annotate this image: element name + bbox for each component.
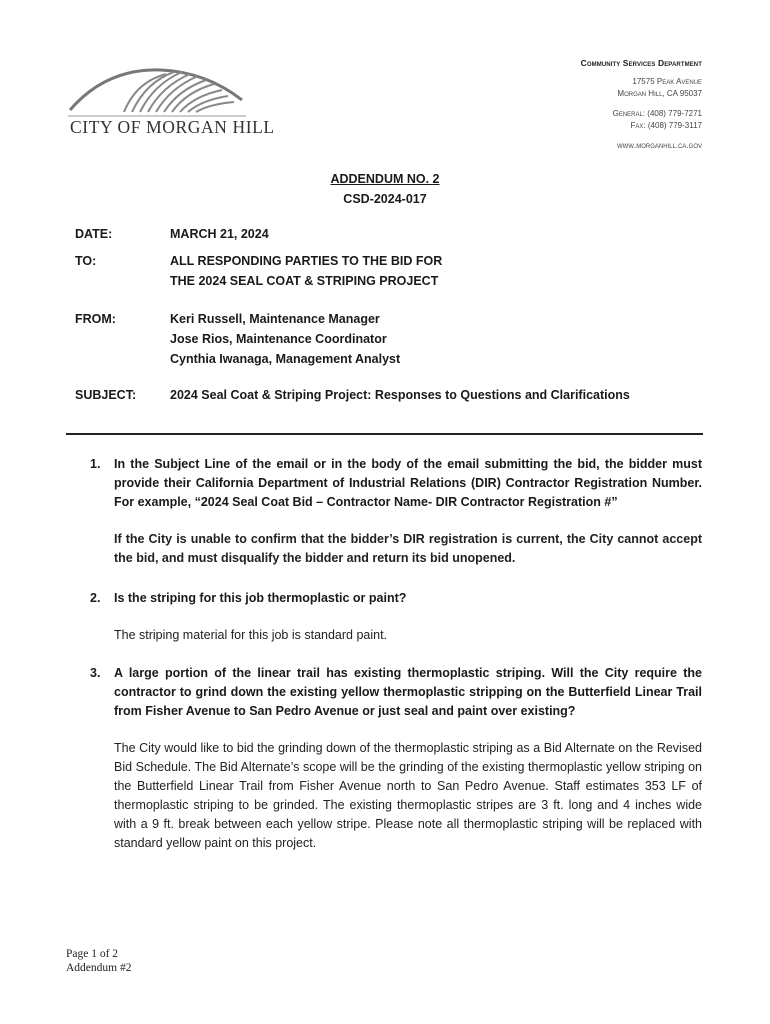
from-label: FROM: bbox=[75, 312, 116, 326]
item-answer: The City would like to bid the grinding down of the thermoplastic striping as a Bid Alternate on the Revised Bid Schedule. The Bid Alternate’s scope will be the grinding of the existing thermoplastic yellow striping on the Butterfield Linear Trail from Fisher Avenue north to San Pedro Avenue. Staff estimates 353 LF of thermoplastic striping to be grinded. The existing thermoplastic stripes are 3 ft. long and 4 inches wide with a 9 ft. break between each yellow stripe. Please note all thermoplastic striping will be replaced with standard yellow paint on this project. bbox=[114, 741, 702, 850]
department-info bbox=[581, 58, 702, 152]
date-label: DATE: bbox=[75, 227, 113, 241]
subject-label: SUBJECT: bbox=[75, 388, 137, 402]
footer-doc-label: Addendum #2 bbox=[66, 962, 132, 974]
to-value bbox=[170, 251, 670, 291]
logo-text: CITY OF MORGAN HILL bbox=[70, 117, 275, 137]
page-footer bbox=[66, 947, 131, 975]
divider-rule bbox=[66, 433, 703, 435]
from-line-1: Keri Russell, Maintenance Manager bbox=[170, 312, 380, 326]
address-line-2: Morgan Hill, CA 95037 bbox=[617, 89, 702, 98]
item-number: 3. bbox=[90, 666, 101, 680]
item-number: 2. bbox=[90, 591, 101, 605]
item-answer: The striping material for this job is standard paint. bbox=[114, 628, 388, 642]
website-link[interactable]: www.morganhill.ca.gov bbox=[616, 141, 702, 150]
item-answer: If the City is unable to confirm that the bidder’s DIR registration is current, the City cannot accept the bid, and must disqualify the bidder and return its bid unopened. bbox=[114, 532, 702, 565]
item-question: Is the striping for this job thermoplastic or paint? bbox=[114, 591, 407, 605]
item-number: 1. bbox=[90, 457, 101, 471]
addendum-code: CSD-2024-017 bbox=[343, 192, 427, 206]
from-line-3: Cynthia Iwanaga, Management Analyst bbox=[170, 352, 401, 366]
item-question: A large portion of the linear trail has existing thermoplastic striping. Will the City require the contractor to grind down the existing yellow thermoplastic stripping on the Butterfield Linear Trail from Fisher Avenue to San Pedro Avenue or just seal and paint over existing? bbox=[114, 666, 702, 718]
hills-logo-icon bbox=[66, 60, 256, 122]
department-name: Community Services Department bbox=[580, 58, 702, 68]
date-value: MARCH 21, 2024 bbox=[170, 227, 269, 241]
address-line-1: 17575 Peak Avenue bbox=[632, 77, 702, 86]
to-line-2: THE 2024 SEAL COAT & STRIPING PROJECT bbox=[170, 274, 439, 288]
addendum-title: ADDENDUM NO. 2 bbox=[330, 172, 440, 186]
page-number: Page 1 of 2 bbox=[66, 948, 119, 960]
city-logo bbox=[66, 60, 275, 142]
title-block bbox=[0, 170, 770, 208]
to-line-1: ALL RESPONDING PARTIES TO THE BID FOR bbox=[170, 254, 443, 268]
item-question: In the Subject Line of the email or in the body of the email submitting the bid, the bidder must provide their California Department of Industrial Relations (DIR) Contractor Registration Number. For example, “2024 Seal Coat Bid – Contractor Name- DIR Contractor Registration #” bbox=[114, 457, 702, 509]
phone-general: General: (408) 779-7271 bbox=[612, 109, 702, 118]
from-value bbox=[170, 309, 670, 369]
subject-value: 2024 Seal Coat & Striping Project: Responses to Questions and Clarifications bbox=[170, 388, 630, 402]
to-label: TO: bbox=[75, 254, 97, 268]
from-line-2: Jose Rios, Maintenance Coordinator bbox=[170, 332, 387, 346]
phone-fax: Fax: (408) 779-3117 bbox=[630, 121, 702, 130]
